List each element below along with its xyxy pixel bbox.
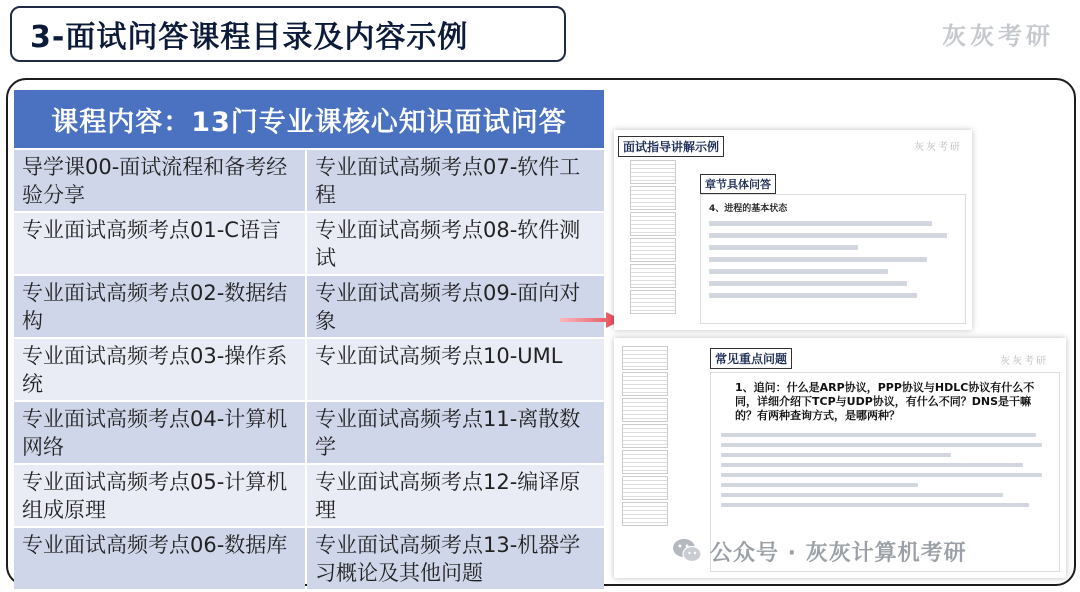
course-cell: 专业面试高频考点06-数据库 — [14, 528, 305, 589]
wechat-watermark — [672, 534, 967, 568]
course-cell: 专业面试高频考点11-离散数学 — [307, 402, 604, 463]
preview-brand: 灰灰考研 — [1000, 356, 1048, 367]
preview-guidance-example — [614, 130, 972, 330]
course-table — [14, 90, 604, 585]
preview-card — [700, 194, 966, 324]
course-cell: 专业面试高频考点08-软件测试 — [307, 213, 604, 274]
slide-title: 3-面试问答课程目录及内容示例 — [30, 20, 469, 55]
preview-brand: 灰灰考研 — [914, 142, 962, 153]
course-cell: 专业面试高频考点05-计算机组成原理 — [14, 465, 305, 526]
course-cell: 专业面试高频考点07-软件工程 — [307, 150, 604, 211]
course-grid — [14, 150, 604, 589]
preview-sub-tag: 章节具体问答 — [700, 174, 776, 194]
preview-card-heading: 4、进程的基本状态 — [709, 204, 788, 214]
course-cell: 专业面试高频考点02-数据结构 — [14, 276, 305, 337]
course-cell: 专业面试高频考点12-编译原理 — [307, 465, 604, 526]
preview-tag: 面试指导讲解示例 — [618, 136, 724, 157]
slide-thumbnails — [618, 344, 680, 574]
course-cell: 专业面试高频考点04-计算机网络 — [14, 402, 305, 463]
wechat-icon — [672, 538, 702, 564]
course-table-header: 课程内容：13门专业课核心知识面试问答 — [14, 90, 604, 148]
wechat-account-name: 公众号 · 灰灰计算机考研 — [710, 540, 967, 566]
course-cell: 专业面试高频考点01-C语言 — [14, 213, 305, 274]
course-cell: 专业面试高频考点03-操作系统 — [14, 339, 305, 400]
course-cell: 导学课00-面试流程和备考经验分享 — [14, 150, 305, 211]
preview-question: 1、追问：什么是ARP协议，PPP协议与HDLC协议有什么不同，详细介绍下TCP与UDP协议，有什么不同？DNS是干嘛的？有两种查询方式，是哪两种？ — [735, 381, 1035, 422]
course-cell: 专业面试高频考点09-面向对象 — [307, 276, 604, 337]
brand-watermark: 灰灰考研 — [942, 22, 1054, 50]
slide-title-box — [10, 6, 566, 62]
course-cell: 专业面试高频考点10-UML — [307, 339, 604, 400]
preview-tag: 常见重点问题 — [710, 348, 792, 369]
slide-thumbnails — [626, 158, 686, 326]
course-cell: 专业面试高频考点13-机器学习概论及其他问题 — [307, 528, 604, 589]
